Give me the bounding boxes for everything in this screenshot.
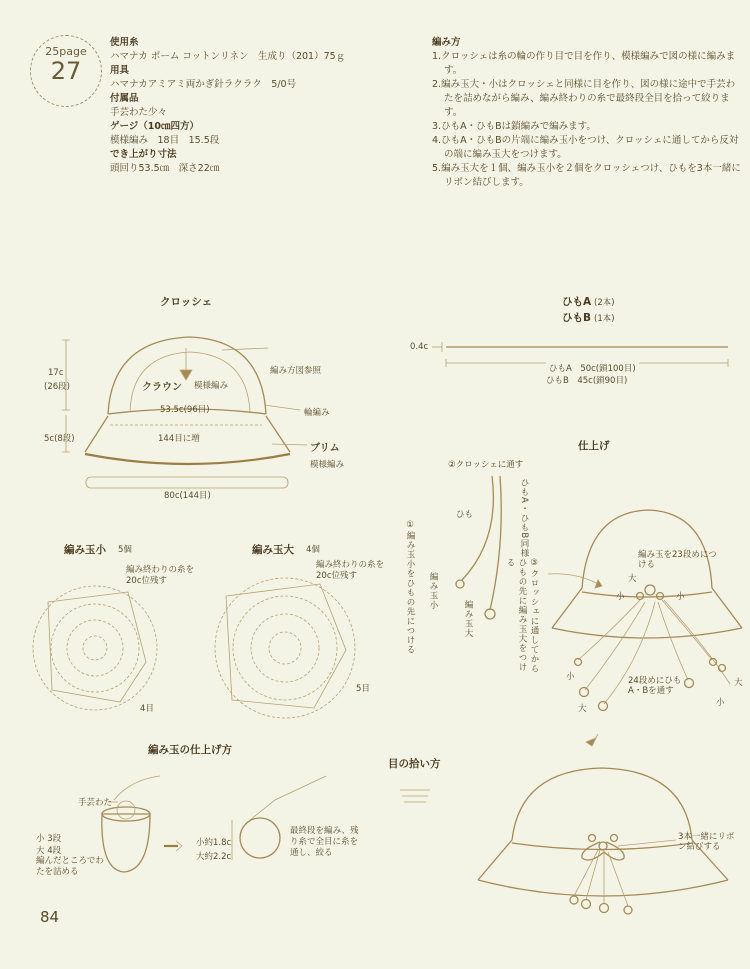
- small-ball-count: 5個: [118, 545, 132, 555]
- size-text: 頭回り53.5㎝ 深さ22㎝: [110, 163, 220, 174]
- ball-diameter-large: 大約2.2c: [196, 852, 232, 862]
- finish-ab-same: ひもA・ひもB同様: [519, 478, 529, 559]
- cord-a-title: ひもA: [562, 296, 592, 308]
- method-step: 3.ひもA・ひもBは鎖編みで編みます。: [432, 121, 596, 132]
- gauge-heading: ゲージ（10㎝四方）: [110, 121, 200, 132]
- accessory-text: 手芸わた少々: [110, 107, 168, 118]
- height-crown: 17c: [48, 368, 64, 378]
- large-ball-end-note: 編み終わりの糸を20c位残す: [316, 560, 385, 581]
- ball-finish-title: 編み玉の仕上げ方: [148, 744, 232, 756]
- page-ref: 25page: [45, 45, 87, 58]
- circumference-label: 53.5c(96目): [160, 405, 210, 415]
- ball-finish-drawing: [102, 776, 430, 872]
- finish-small-ball: 編み玉小: [428, 572, 438, 610]
- height-crown-rows: (26段): [44, 382, 70, 392]
- tool-heading: 用具: [110, 65, 130, 76]
- large-ball-count: 4個: [306, 545, 320, 555]
- ring-knit-label: 輪編み: [304, 408, 330, 418]
- finish-large-mark: 大: [578, 704, 587, 714]
- ball-close-note: 最終段を編み、残り糸で全目に糸を通し、絞る: [290, 826, 359, 858]
- finish-small-mark: 小: [616, 592, 625, 602]
- finish-step3: ③クロッシェに通してからひもの先に編み玉大をつける: [505, 558, 539, 674]
- finish-small-mark: 小: [716, 698, 725, 708]
- brim-pattern: 模様編み: [310, 460, 345, 470]
- finish-large-mark: 大: [734, 678, 743, 688]
- finish-cord: [456, 476, 501, 619]
- crown-pattern: 模様編み: [194, 381, 229, 391]
- cloche-title: クロッシェ: [160, 296, 213, 308]
- cord-a-count: (2本): [594, 298, 615, 308]
- height-brim: 5c(8段): [44, 434, 75, 444]
- finish-title: 仕上げ: [578, 440, 610, 452]
- yarn-heading: 使用糸: [110, 37, 139, 48]
- ball-finish-note2: 大 4段: [36, 846, 62, 856]
- tool-text: ハマナカアミアミ両かぎ針ラクラク 5/0号: [110, 79, 297, 90]
- size-heading: でき上がり寸法: [110, 149, 177, 160]
- cord-b-title: ひもB: [562, 312, 592, 324]
- gauge-text: 模様編み 18目 15.5段: [110, 135, 220, 146]
- large-ball-title: 編み玉大: [252, 544, 294, 556]
- finish-step2: ②クロッシェに通す: [448, 460, 524, 470]
- method-step: 2.編み玉大・小はクロッシェと同様に目を作り、図の様に途中で手芸わたを詰めながら編み、編み終わりの糸で最終段全目を拾って絞ります。: [432, 79, 736, 118]
- direction-note: 編み方図参照: [270, 366, 322, 376]
- ball-chart-large: [215, 578, 355, 718]
- ball-finish-note3: 編んだところでわたを詰める: [36, 856, 104, 877]
- pattern-number: 27: [50, 57, 82, 85]
- increase-label: 144目に増: [158, 434, 200, 444]
- large-ball-row: 5目: [356, 684, 370, 694]
- finish-large-ball: 編み玉大: [463, 600, 473, 638]
- ball-chart-small: [33, 586, 157, 710]
- page-number: 84: [40, 908, 60, 926]
- ball-diameter-small: 小約1.8c: [196, 838, 232, 848]
- pickup-title: 目の拾い方: [388, 758, 441, 770]
- small-ball-end-note: 編み終わりの糸を20c位残す: [126, 565, 195, 586]
- small-ball-title: 編み玉小: [64, 544, 106, 556]
- accessory-heading: 付属品: [110, 93, 139, 104]
- method-heading: 編み方: [432, 37, 461, 48]
- finish-cord-label: ひも: [456, 510, 474, 520]
- finish-small-mark: 小: [566, 672, 575, 682]
- finish-step1: ①編み玉小をひもの先につける: [405, 520, 415, 655]
- width-label: 80c(144目): [164, 491, 211, 501]
- brim-label: ブリム: [310, 443, 340, 454]
- stuffing-label: 手芸わた: [78, 798, 113, 808]
- finish-ribbon-note: 3本一緒にリボン結びする: [678, 832, 735, 852]
- cord-b-count: (1本): [594, 314, 615, 324]
- cord-a-length: ひもA 50c(鎖100目): [546, 362, 639, 374]
- finish-attach-note: 編み玉を23段めにつける: [638, 550, 717, 570]
- ball-finish-note1: 小 3段: [36, 834, 62, 844]
- small-ball-row: 4目: [140, 704, 154, 714]
- cord-b-length: ひもB 45c(鎖90目): [546, 376, 628, 386]
- cord-thickness: 0.4c: [410, 342, 429, 352]
- finish-small-mark: 小: [676, 592, 685, 602]
- finish-row24-note: 24段めにひもA・Bを通す: [628, 676, 682, 696]
- method-step: 5.編み玉大を１個、編み玉小を２個をクロッシェつけ、ひもを3本一緒にリボン結びします。: [432, 163, 741, 188]
- yarn-text: ハマナカ ポーム コットンリネン 生成り（201）75ｇ: [110, 51, 346, 62]
- crown-label: クラウン: [142, 382, 182, 393]
- method-step: 1.クロッシェは糸の輪の作り目で目を作り、模様編みで図の様に編みます。: [432, 51, 736, 76]
- method-step: 4.ひもA・ひもBの片端に編み玉小をつけ、クロッシェに通してから反対の端に編み玉大をつけます。: [432, 135, 739, 160]
- finish-large-mark: 大: [628, 574, 637, 584]
